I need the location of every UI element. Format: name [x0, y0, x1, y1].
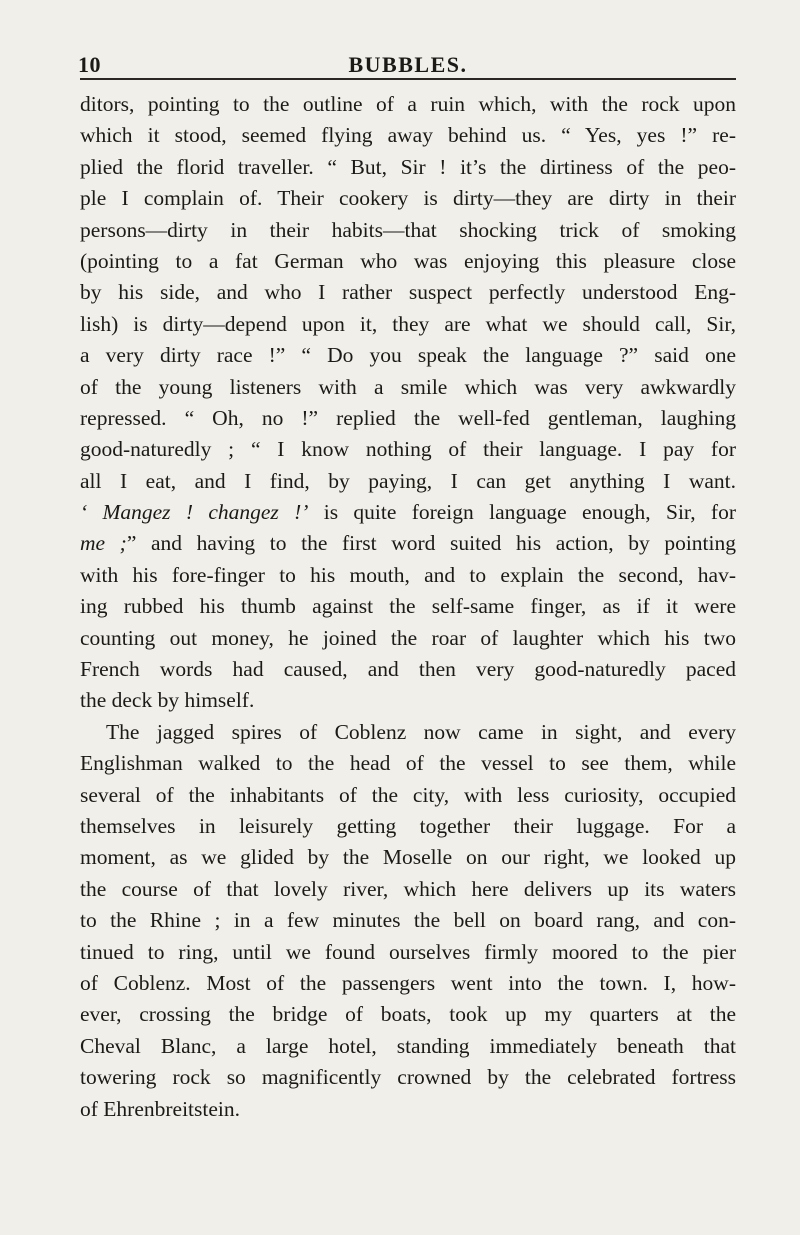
text-line: moment, as we glided by the Moselle on our right, we looked up — [80, 845, 736, 870]
italic-phrase: me ; — [80, 531, 127, 556]
text-line: Cheval Blanc, a large hotel, standing immediately beneath that — [80, 1033, 736, 1058]
text-line — [80, 528, 736, 559]
text-line: ever, crossing the bridge of boats, took up my quarters at the — [80, 1002, 736, 1027]
text-line — [80, 497, 736, 528]
header-rule — [80, 78, 736, 80]
text-line: a very dirty race !” “ Do you speak the language ?” said one — [80, 343, 736, 368]
page-number: 10 — [78, 52, 101, 77]
text-line: repressed. “ Oh, no !” replied the well-fed gentleman, laughing — [80, 405, 736, 430]
text-line: good-naturedly ; “ I know nothing of their language. I pay for — [80, 437, 736, 462]
text-line: with his fore-finger to his mouth, and to explain the second, hav- — [80, 562, 736, 587]
text-line: lish) is dirty—depend upon it, they are what we should call, Sir, — [80, 311, 736, 336]
text-line: all I eat, and I find, by paying, I can get anything I want. — [80, 468, 736, 493]
text-line: plied the florid traveller. “ But, Sir ! it’s the dirtiness of the peo- — [80, 154, 736, 179]
text-line: of Coblenz. Most of the passengers went into the town. I, how- — [80, 970, 736, 995]
text-line: which it stood, seemed flying away behind us. “ Yes, yes !” re- — [80, 123, 736, 148]
running-title: BUBBLES. — [348, 52, 468, 77]
text-line: of the young listeners with a smile which was very awkwardly — [80, 374, 736, 399]
italic-phrase: ‘ Mangez ! changez !’ — [80, 500, 309, 525]
text-line: French words had caused, and then very good-naturedly paced — [80, 657, 736, 682]
text-line: ing rubbed his thumb against the self-same finger, as if it were — [80, 594, 736, 619]
text-line: the course of that lovely river, which here delivers up its waters — [80, 876, 736, 901]
text-fragment: ” and having to the first word suited his action, by pointing — [126, 531, 736, 556]
paragraph-first-line: The jagged spires of Coblenz now came in sight, and every — [106, 719, 736, 744]
text-line: to the Rhine ; in a few minutes the bell on board rang, and con- — [80, 908, 736, 933]
text-line: themselves in leisurely getting together their luggage. For a — [80, 813, 736, 838]
body-text — [80, 89, 736, 1125]
text-line: (pointing to a fat German who was enjoying this pleasure close — [80, 248, 736, 273]
text-line: ditors, pointing to the outline of a ruin which, with the rock upon — [80, 92, 736, 116]
text-line: counting out money, he joined the roar of laughter which his two — [80, 625, 736, 650]
text-line: Englishman walked to the head of the vessel to see them, while — [80, 751, 736, 776]
text-line: the deck by himself. — [80, 688, 255, 713]
text-line: ple I complain of. Their cookery is dirty—they are dirty in their — [80, 186, 736, 211]
text-line: towering rock so magnificently crowned by the celebrated fortress — [80, 1065, 736, 1090]
text-line: tinued to ring, until we found ourselves firmly moored to the pier — [80, 939, 736, 964]
text-fragment: is quite foreign language enough, Sir, for — [308, 500, 736, 525]
text-line: of Ehrenbreitstein. — [80, 1096, 241, 1121]
text-line: persons—dirty in their habits—that shocking trick of smoking — [80, 217, 736, 242]
text-line: by his side, and who I rather suspect perfectly understood Eng- — [80, 280, 736, 305]
text-line: several of the inhabitants of the city, with less curiosity, occupied — [80, 782, 736, 807]
